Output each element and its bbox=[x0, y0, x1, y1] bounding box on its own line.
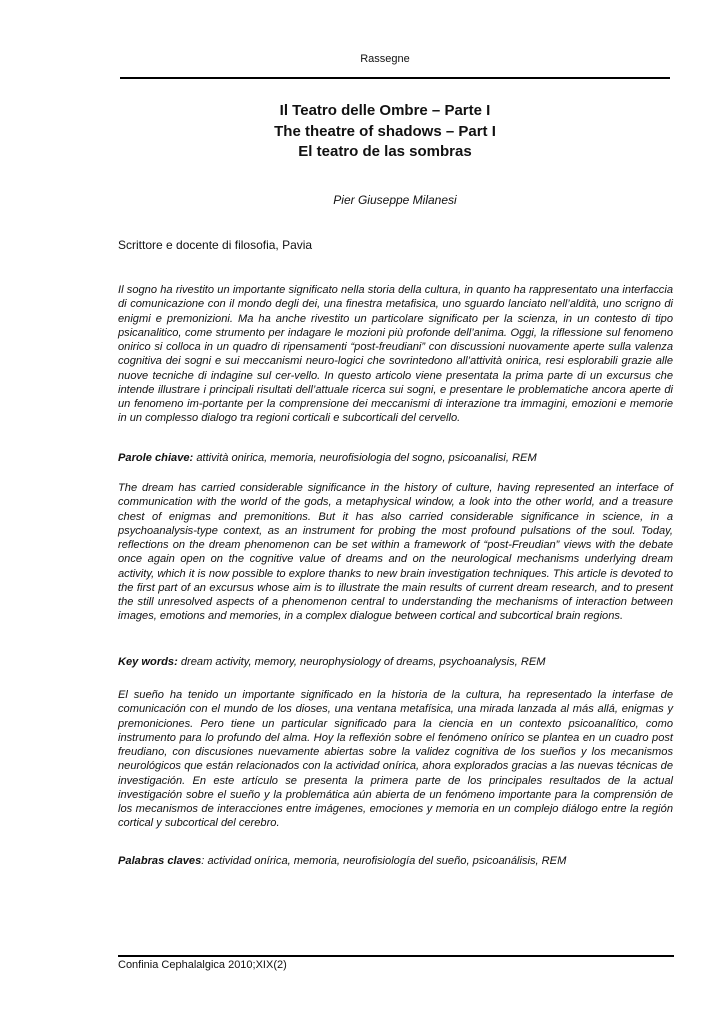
affiliation: Scrittore e docente di filosofia, Pavia bbox=[118, 238, 313, 252]
journal-citation: Confinia Cephalalgica 2010;XIX(2) bbox=[118, 959, 287, 971]
title-block bbox=[0, 101, 726, 163]
abstract-spanish: El sueño ha tenido un importante significado en la historia de la cultura, ha representado la interfase de comunicación con el mundo de los dioses, una ventana metafísica, una mirada lanzada al más allá, enigmas y premoniciones. Pero tiene un particular significado para la ciencia en un contexto psicoanalítico, como instrumento para lo profundo del alma. Hoy la reflexión sobre el fenómeno onírico se plantea en un cuadro post freudiano, con discusiones nuevamente abiertas sobre la validez cognitiva de los sueños y los mecanismos neurológicos que están relacionados con la actividad onírica, ahora explorados gracias a las nuevas técnicas de investigación. En este artículo se presenta la primera parte de los principales resultados de la actual investigación sobre el sueño y la problemática aún abierta de un fenómeno importante para la comprensión de los mecanismos de interacciones entre imágenes, emociones y memoria en un complejo diálogo entre la región cortical y subcortical del cerebro. bbox=[118, 689, 673, 830]
running-header: Rassegne bbox=[360, 53, 410, 65]
keywords-label: Palabras claves bbox=[118, 855, 202, 867]
keywords-spanish bbox=[118, 855, 673, 867]
abstract-english: The dream has carried considerable significance in the history of culture, having represented an interface of communication with the world of the gods, a metaphysical window, a look into the other world, and a treasure chest of enigmas and premonitions. But it has also carried considerable significance in science, in a psychoanalysis-type context, as an instrument for probing the most profound pulsations of the soul. Today, reflections on the dream phenomenon can be set within a framework of “post-Freudian” views with the debate once again open on the cognitive value of dreams and on the neurological mechanisms underlying dream activity, which it is now possible to explore thanks to new brain investigation techniques. This article is devoted to the first part of an excursus whose aim is to illustrate the main results of current dream research, and to present the still unresolved aspects of a phenomenon central to understanding the mechanisms of interaction between images, emotions and memories, in a complex dialogue between cortical and subcortical brain regions. bbox=[118, 482, 673, 623]
title-italian: Il Teatro delle Ombre – Parte I bbox=[279, 102, 491, 119]
title-spanish: El teatro de las sombras bbox=[298, 143, 472, 160]
abstract-italian: Il sogno ha rivestito un importante significato nella storia della cultura, in quanto ha rappresentato una interfaccia di comunicazione con il mondo degli dei, una finestra metafisica, uno sguardo lanciato nell’aldità, uno scrigno di enigmi e premonizioni. Ma ha anche rivestito un particolare significato per la scienza, in un contesto di tipo psicanalitico, come strumento per indagare le mozioni più profonde dell’anima. Oggi, la riflessione sul fenomeno onirico si colloca in un quadro di ripensamenti “post-freudiani” con discussioni nuovamente aperte sulla valenza cognitiva dei sogni e sui meccanismi neuro-logici che sovrintedono all’attività onirica, resi esplorabili grazie alle nuove tecniche di indagine sul cer-vello. In questo articolo viene presentata la prima parte di un excursus che intende illustrare i principali risultati dell’attuale ricerca sui sogni, e presentare le problematiche ancora aperte di un fenomeno im-portante per la comprensione dei meccanismi di interazione tra immagini, emozioni e memorie in un complesso dialogo tra regioni corticali e subcorticali del cervello. bbox=[118, 284, 673, 425]
author: Pier Giuseppe Milanesi bbox=[333, 193, 457, 207]
title-english: The theatre of shadows – Part I bbox=[274, 122, 496, 140]
footer-rule bbox=[118, 955, 674, 957]
keywords-label: Key words: bbox=[118, 656, 178, 668]
keywords-text: dream activity, memory, neurophysiology of dreams, psychoanalysis, REM bbox=[177, 656, 546, 668]
keywords-text: : actividad onírica, memoria, neurofisiología del sueño, psicoanálisis, REM bbox=[201, 855, 567, 867]
keywords-label: Parole chiave: bbox=[118, 452, 194, 464]
keywords-text: attività onirica, memoria, neurofisiologia del sogno, psicoanalisi, REM bbox=[193, 452, 537, 464]
keywords-english bbox=[118, 656, 673, 668]
header-rule bbox=[120, 77, 670, 79]
keywords-italian bbox=[118, 452, 673, 464]
